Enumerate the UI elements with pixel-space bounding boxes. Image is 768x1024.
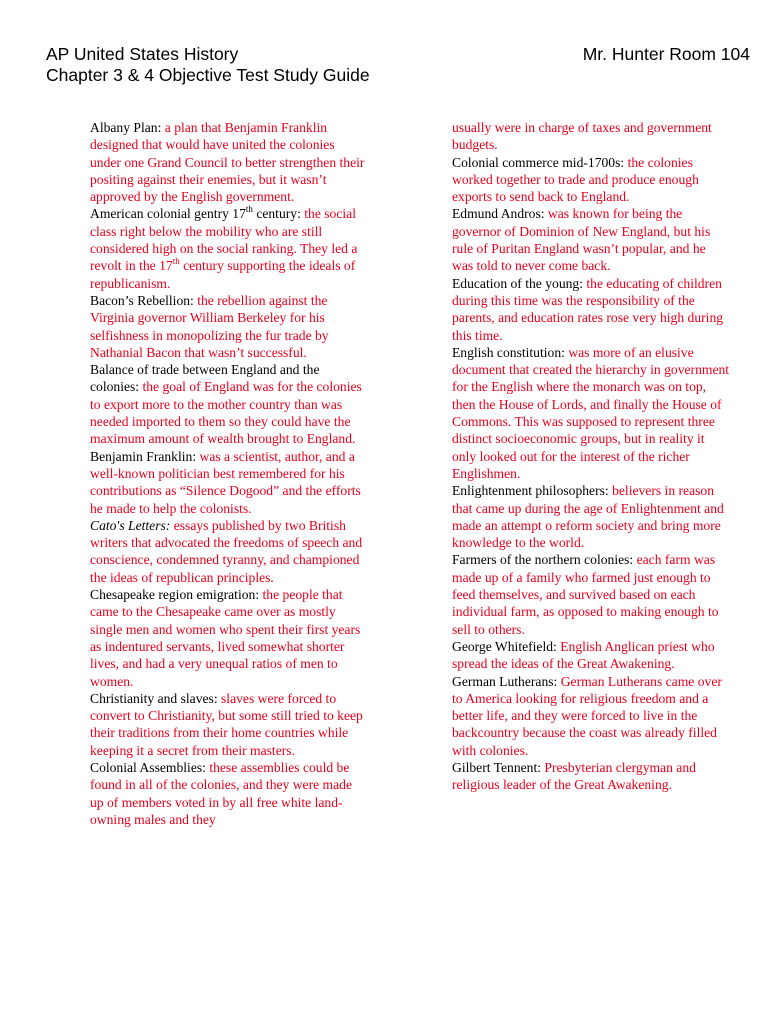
definition: essays published by two British writers that advocated the freedoms of speech and conscience, condemned tyranny, and championed the ideas of republican principles.: [90, 517, 363, 585]
definition: German Lutherans came over to America looking for religious freedom and a better life, and they were forced to live in the backcountry because the coast was already filled with colonies.: [452, 673, 722, 758]
definition: the rebellion against the Virginia governor William Berkeley for his selfishness in monopolizing the fur trade by Nathanial Bacon that wasn’t successful.: [90, 292, 329, 360]
definition: usually were in charge of taxes and government budgets.: [452, 120, 712, 153]
definition: slaves were forced to convert to Christianity, but some still tried to keep their traditions from their home countries while keeping it a secret from their masters.: [90, 690, 363, 758]
entry-chesapeake-emigration: [90, 586, 368, 690]
term: Chesapeake region emigration:: [90, 587, 263, 603]
definition: was a scientist, author, and a well-known politician best remembered for his contributions as “Silence Dogood” and the efforts he made to help the colonists.: [90, 448, 361, 516]
term: [90, 203, 305, 222]
definition: the people that came to the Chesapeake came over as mostly single men and women who spent their first years as indentured servants, lived somewhat shorter lives, and had a very unequal ratios of men to women.: [90, 587, 361, 689]
term: Colonial commerce mid-1700s:: [452, 154, 628, 170]
term: Balance of trade between England and the colonies:: [90, 362, 320, 395]
entry-colonial-commerce: [452, 154, 730, 206]
definition: the educating of children during this time was the responsibility of the parents, and education rates rose very high during this time.: [452, 275, 724, 343]
entry-balance-of-trade: [90, 361, 368, 447]
entry-christianity-and-slaves: [90, 690, 368, 759]
term: George Whitefield:: [452, 638, 561, 654]
definition: was known for being the governor of Dominion of New England, but his rule of Puritan England wasn’t popular, and he was told to never come back.: [452, 206, 711, 274]
term: Christianity and slaves:: [90, 690, 222, 706]
entry-george-whitefield: [452, 638, 730, 673]
left-column: [90, 119, 368, 828]
term: Edmund Andros:: [452, 206, 548, 222]
term: English constitution:: [452, 344, 569, 360]
definition-superscript: th: [172, 255, 180, 266]
term: Colonial Assemblies:: [90, 759, 210, 775]
term: Gilbert Tennent:: [452, 759, 545, 775]
entry-gilbert-tennent: [452, 759, 730, 794]
definition: each farm was made up of a family who farmed just enough to feed themselves, and survived based on each individual farm, as opposed to making enough to sell to others.: [452, 552, 719, 637]
entry-benjamin-franklin: [90, 448, 368, 517]
definition: the colonies worked together to trade and produce enough exports to send back to England.: [452, 154, 699, 205]
term: Enlightenment philosophers:: [452, 483, 613, 499]
teacher-room: Mr. Hunter Room 104: [582, 44, 750, 64]
term-pre: American colonial gentry 17: [90, 206, 246, 222]
definition: the goal of England was for the colonies to export more to the mother country than was needed imported to them so they could have the maximum amount of wealth brought to England.: [90, 379, 362, 447]
entry-edmund-andros: [452, 205, 730, 274]
entry-enlightenment-philosophers: [452, 482, 730, 551]
entry-education-of-the-young: [452, 275, 730, 344]
entry-german-lutherans: [452, 673, 730, 759]
term: Albany Plan:: [90, 120, 165, 135]
term: Benjamin Franklin:: [90, 448, 200, 464]
page-header: [46, 44, 750, 86]
term-superscript: th: [245, 203, 253, 214]
term: German Lutherans:: [452, 673, 561, 689]
definition: these assemblies could be found in all of the colonies, and they were made up of members voted in by all free white land-owning males and they: [90, 759, 352, 827]
term-post: century:: [252, 206, 305, 222]
entry-bacons-rebellion: [90, 292, 368, 361]
entry-albany-plan: [90, 119, 368, 205]
guide-subtitle: Chapter 3 & 4 Objective Test Study Guide: [46, 65, 370, 85]
entry-farmers-northern-colonies: [452, 551, 730, 637]
entry-american-colonial-gentry: [90, 205, 368, 291]
right-column: [452, 119, 730, 794]
definition-post: century supporting the ideals of republicanism.: [90, 258, 356, 291]
term: Bacon’s Rebellion:: [90, 292, 198, 308]
term: Cato's Letters:: [90, 517, 171, 533]
header-top-row: [46, 44, 750, 65]
definition-pre: the social class right below the mobility who are still considered high on the social ranking. They led a revolt in the 17: [90, 206, 358, 274]
entry-colonial-assemblies: [90, 759, 368, 828]
definition: a plan that Benjamin Franklin designed that would have united the colonies under one Grand Council to better strengthen their positing against their enemies, but it wasn’t approved by the English government.: [90, 120, 365, 205]
entry-colonial-assemblies-continued: [452, 119, 730, 154]
term: Education of the young:: [452, 275, 587, 291]
definition: English Anglican priest who spread the ideas of the Great Awakening.: [452, 638, 715, 672]
definition: believers in reason that came up during the age of Enlightenment and made an attempt o reform society and bring more knowledge to the world.: [452, 483, 724, 551]
term: Farmers of the northern colonies:: [452, 552, 637, 568]
definition: was more of an elusive document that created the hierarchy in government for the English where the monarch was on top, then the House of Lords, and finally the House of Commons. This was supposed to represent three distinct socioeconomic groups, but in reality it only looked out for the interest of the richer Englishmen.: [452, 344, 730, 481]
course-title: AP United States History: [46, 44, 239, 64]
entry-catos-letters: [90, 517, 368, 586]
entry-english-constitution: [452, 344, 730, 482]
definition: Presbyterian clergyman and religious leader of the Great Awakening.: [452, 759, 696, 793]
